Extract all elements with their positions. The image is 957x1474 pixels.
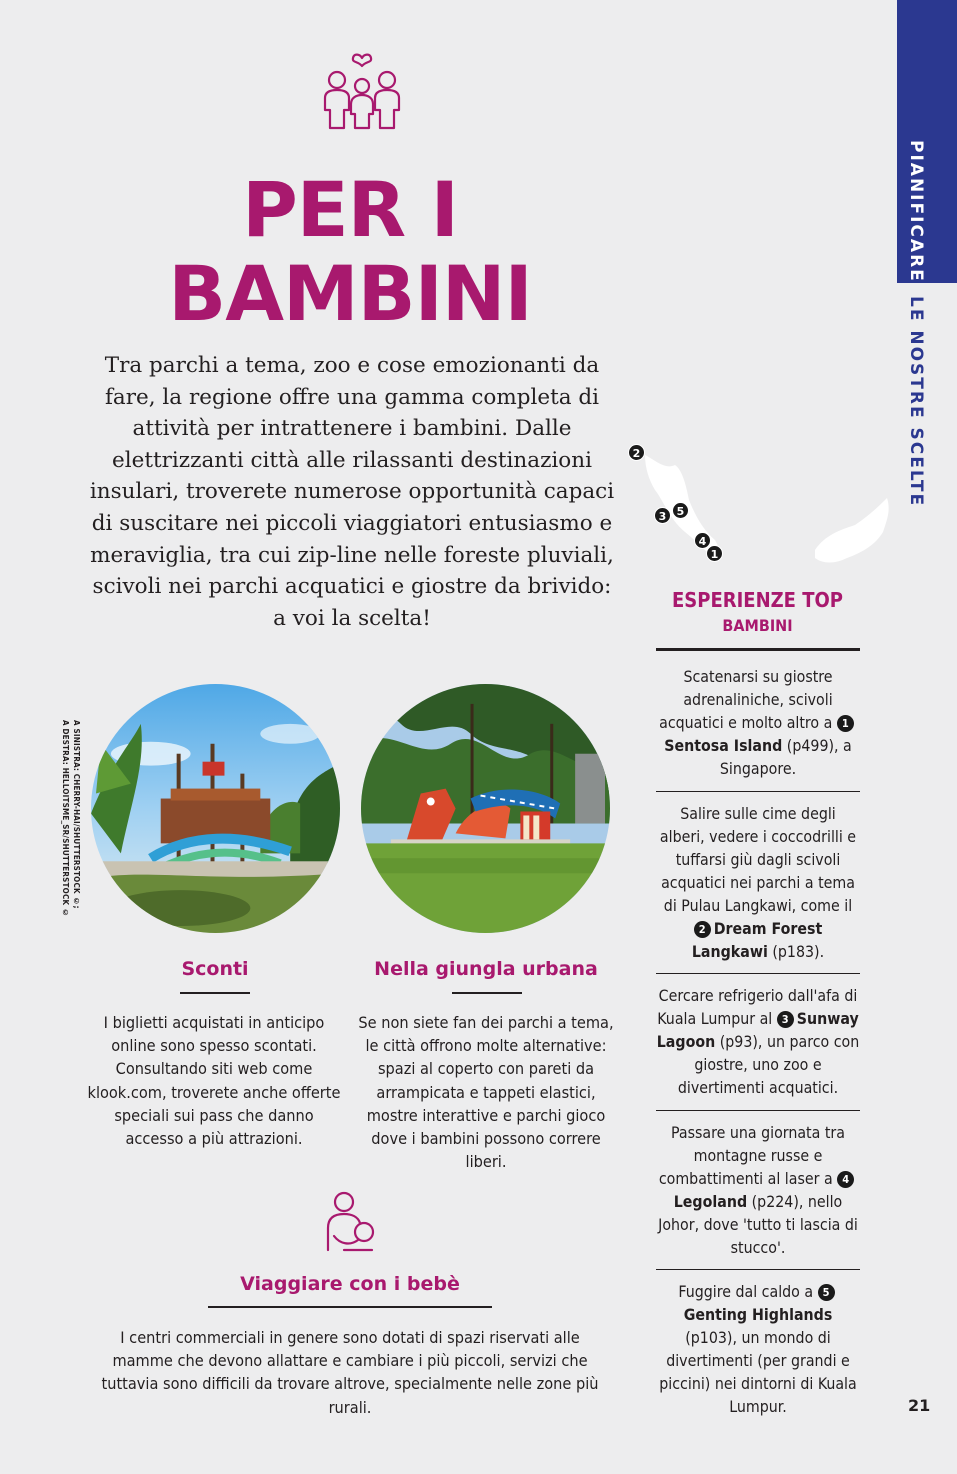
map-pin-5: 5 xyxy=(672,502,689,519)
giungla-text: Se non siete fan dei parchi a tema, le città offrono molte alternative: spazi al coperto con pareti da arrampicata e tappeti elastici, mostre interattive e parchi gioco dove i bambini possono correre liberi. xyxy=(358,1013,614,1172)
top-item-1-before: Scatenarsi su giostre adrenaliniche, scivoli acquatici e molto altro a xyxy=(659,667,837,732)
top-item-3 xyxy=(656,984,860,1099)
giungla-title: Nella giungla urbana xyxy=(374,958,598,980)
intro-paragraph: Tra parchi a tema, zoo e cose emozionanti da fare, la regione offre una gamma completa di attività per intrattenere i bambini. Dalle elettrizzanti città alle rilassanti destinazioni insulari, troverete numerose opportunità capaci di suscitare nei piccoli viaggiatori entusiasmo e meraviglia, tra cui zip-line nelle foreste pluviali, scivoli nei parchi acquatici e giostre da brivido: a voi la scelta! xyxy=(89,353,615,631)
top-item-2-before: Salire sulle cime degli alberi, vedere i coccodrilli e tuffarsi giù dagli scivoli acquatici nei parchi a tema di Pulau Langkawi, come il xyxy=(659,804,857,915)
top-item-2-after: (p183). xyxy=(767,942,825,961)
map-pin-2: 2 xyxy=(628,444,645,461)
page-title xyxy=(150,165,550,338)
family-heart-icon xyxy=(320,52,404,132)
number-5-icon: 5 xyxy=(818,1284,835,1301)
page-title-line1: PER I xyxy=(242,165,458,254)
bebe-title: Viaggiare con i bebè xyxy=(240,1273,460,1295)
top-item-5-after: (p103), un mondo di divertimenti (per grandi e piccini) nei dintorni di Kuala Lumpur. xyxy=(659,1328,857,1416)
top-item-4-after: (p224), nello Johor, dove 'tutto ti lascia di stucco'. xyxy=(658,1192,858,1257)
top-experiences-subtitle: BAMBINI xyxy=(722,616,793,635)
map-pin-3: 3 xyxy=(654,507,671,524)
mother-baby-icon xyxy=(322,1190,378,1252)
top-item-1 xyxy=(656,665,860,780)
top-item-4-place: Legoland xyxy=(673,1192,748,1211)
top-item-5 xyxy=(656,1280,860,1418)
page-number: 21 xyxy=(908,1396,931,1415)
top-separator xyxy=(656,791,860,792)
top-item-3-after: (p93), un parco con giostre, uno zoo e divertimenti acquatici. xyxy=(677,1032,860,1097)
urban-playground-photo xyxy=(361,684,610,933)
number-3-icon: 3 xyxy=(777,1011,794,1028)
sconti-text: I biglietti acquistati in anticipo online sono spesso scontati. Consultando siti web come klook.com, troverete anche offerte speciali sui pass che danno accesso a più attrazioni. xyxy=(87,1013,341,1149)
bebe-divider xyxy=(208,1306,492,1308)
top-separator xyxy=(656,1110,860,1111)
number-2-icon: 2 xyxy=(694,921,711,938)
top-item-2-place: Dream Forest Langkawi xyxy=(691,919,823,961)
top-separator xyxy=(656,1269,860,1270)
number-1-icon: 1 xyxy=(837,715,854,732)
map-pin-4: 4 xyxy=(694,532,711,549)
bebe-text: I centri commerciali in genere sono dotati di spazi riservati alle mamme che devono allattare e cambiare i più piccoli, servizi che tuttavia sono difficili da trovare altrove, specialmente nelle zone più rurali. xyxy=(101,1328,599,1417)
top-item-5-place: Genting Highlands xyxy=(683,1305,833,1324)
top-separator xyxy=(656,973,860,974)
sconti-divider xyxy=(180,992,250,994)
top-item-1-after: (p499), a Singapore. xyxy=(719,736,852,778)
map-pin-1: 1 xyxy=(706,545,723,562)
top-item-3-before: Cercare refrigerio dall'afa di Kuala Lumpur al xyxy=(657,986,858,1028)
water-park-photo xyxy=(91,684,340,933)
top-item-3-place: Sunway Lagoon xyxy=(656,1009,859,1051)
photo-credit-line1: A SINISTRA: CHERRY-HAI/SHUTTERSTOCK ©; xyxy=(72,720,81,909)
giungla-divider xyxy=(452,992,522,994)
region-map xyxy=(625,440,895,570)
top-item-4-before: Passare una giornata tra montagne russe e combattimenti al laser a xyxy=(658,1123,845,1188)
sconti-title: Sconti xyxy=(181,958,249,980)
top-experiences-divider xyxy=(656,648,860,651)
page-title-line2: BAMBINI xyxy=(168,249,532,338)
top-item-5-before: Fuggire dal caldo a xyxy=(678,1282,818,1301)
number-4-icon: 4 xyxy=(837,1171,854,1188)
photo-credit xyxy=(60,720,82,917)
top-item-2 xyxy=(656,802,860,963)
subsection-tab-label: LE NOSTRE SCELTE xyxy=(906,296,926,508)
top-item-4 xyxy=(656,1121,860,1259)
top-experiences-title: ESPERIENZE TOP xyxy=(672,588,843,612)
top-item-1-place: Sentosa Island xyxy=(664,736,783,755)
chapter-tab-label: PIANIFICARE xyxy=(906,140,926,283)
photo-credit-line2: A DESTRA: HELLOITSME_SR/SHUTTERSTOCK © xyxy=(61,720,70,918)
